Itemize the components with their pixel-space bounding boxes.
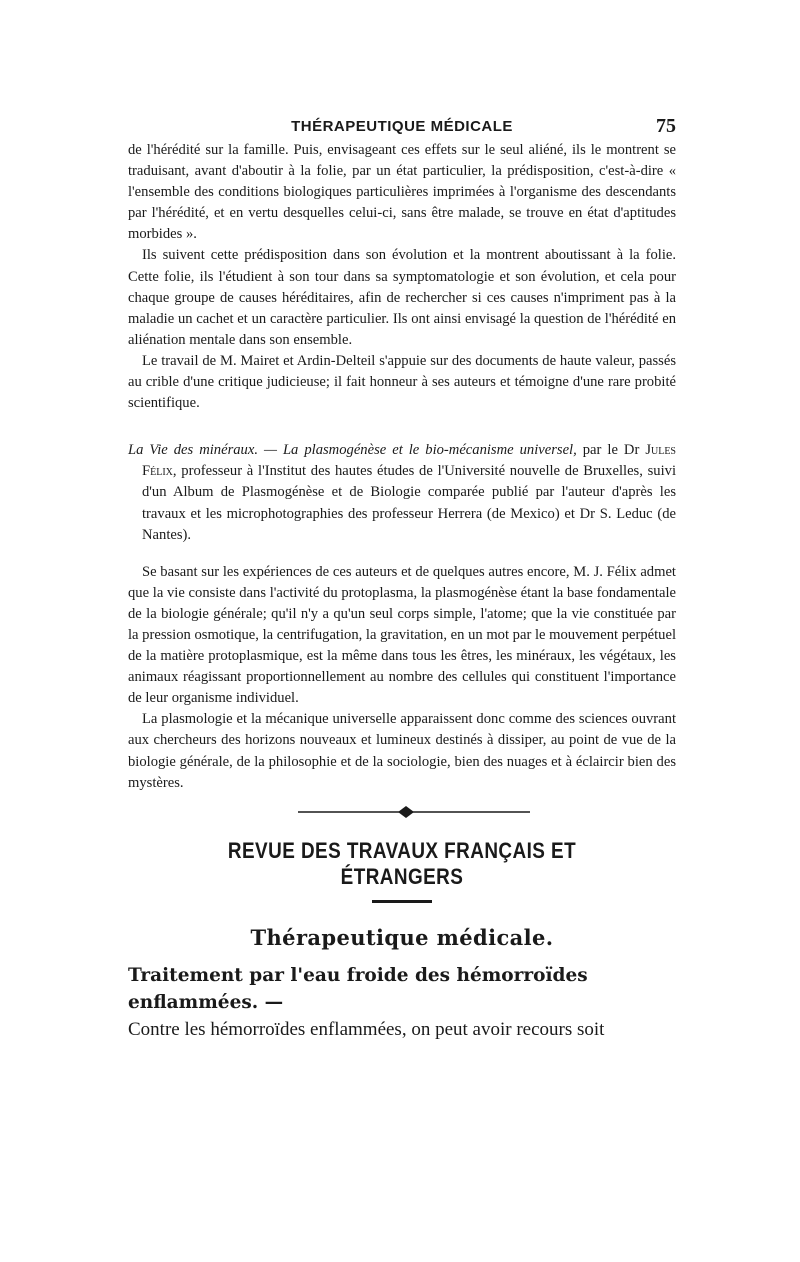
review-paragraph-2: La plasmologie et la mécanique universelle apparaissent donc comme des sciences ouvrant aux chercheurs des horizons nouveaux et lumineux destinés à dissiper, au point de vue de la biologie générale, de la philosophie et de la sociologie, bien des nuages et à éclaircir bien des mystères. xyxy=(128,711,676,791)
review-by: par le Dr xyxy=(576,442,646,459)
page xyxy=(128,112,676,1043)
ornamental-divider xyxy=(128,794,676,830)
review-author: Jules Félix xyxy=(142,442,676,480)
article-title: Traitement par l'eau froide des hémorroïdes enflammées. — xyxy=(128,964,588,1013)
diamond-rule-icon xyxy=(298,802,538,822)
review-body xyxy=(128,562,676,794)
review-paragraph-1: Se basant sur les expériences de ces auteurs et de quelques autres encore, M. J. Félix admet que la vie consiste dans l'activité du protoplasma, la plasmogénèse étant la base fondamentale de la biologie générale; qu'il n'y a qu'un seul corps simple, l'atome; que la vie constituée par la pression osmotique, la centrifugation, la gravitation, en un mot par le mouvement perpétuel de la matière protoplasmique, est la même dans tous les êtres, les minéraux, les végétaux, les animaux réagissant proportionnellement au nombre des cellules qui constituent l'importance de leur organisme individuel. xyxy=(128,563,676,707)
review-details: , professeur à l'Institut des hautes études de l'Université nouvelle de Bruxelles, suivi d'un Album de Plasmogénèse et de Biologie comparée publié par l'auteur d'après les travaux et les microphotographies des professeur Herrera (de Mexico) et Dr S. Leduc (de Nantes). xyxy=(142,463,676,543)
title-rule xyxy=(372,900,432,903)
body-text xyxy=(128,140,676,414)
paragraph-3: Le travail de M. Mairet et Ardin-Delteil s'appuie sur des documents de haute valeur, passés au crible d'une critique judicieuse; il fait honneur à ses auteurs et témoigne d'une rare probité scientifique. xyxy=(128,352,676,412)
section-title: REVUE DES TRAVAUX FRANÇAIS ET ÉTRANGERS xyxy=(227,837,577,889)
page-header xyxy=(128,112,676,140)
review-book-title: La Vie des minéraux. — La plasmogénèse et le bio-mécanisme universel, xyxy=(128,442,577,459)
review-heading xyxy=(128,440,676,545)
article-body: Contre les hémorroïdes enflammées, on peut avoir recours soit xyxy=(128,1018,605,1040)
running-title: THÉRAPEUTIQUE MÉDICALE xyxy=(291,118,513,135)
paragraph-1: de l'hérédité sur la famille. Puis, envisageant ces effets sur le seul aliéné, ils le montrent se traduisant, avant d'aboutir à la folie, par un état particulier, la prédisposition, c'est-à-dire « l'ensemble des conditions biologiques particulières imprimées à l'organisme des descendants par l'hérédité, et en vertu desquelles celui-ci, sans être malade, se trouve en état d'aptitudes morbides ». xyxy=(128,142,676,243)
page-number: 75 xyxy=(656,115,676,137)
paragraph-2: Ils suivent cette prédisposition dans son évolution et la montrent aboutissant à la folie. Cette folie, ils l'étudient à son tour dans sa symptomatologie et son évolution, et cela pour chaque groupe de causes héréditaires, afin de rechercher si ces causes n'impriment pas à la maladie un cachet et un caractère particulier. Ils ont ainsi envisagé la question de l'hérédité en aliénation mentale dans son ensemble. xyxy=(128,247,676,348)
subsection-title: Thérapeutique médicale. xyxy=(250,924,554,950)
